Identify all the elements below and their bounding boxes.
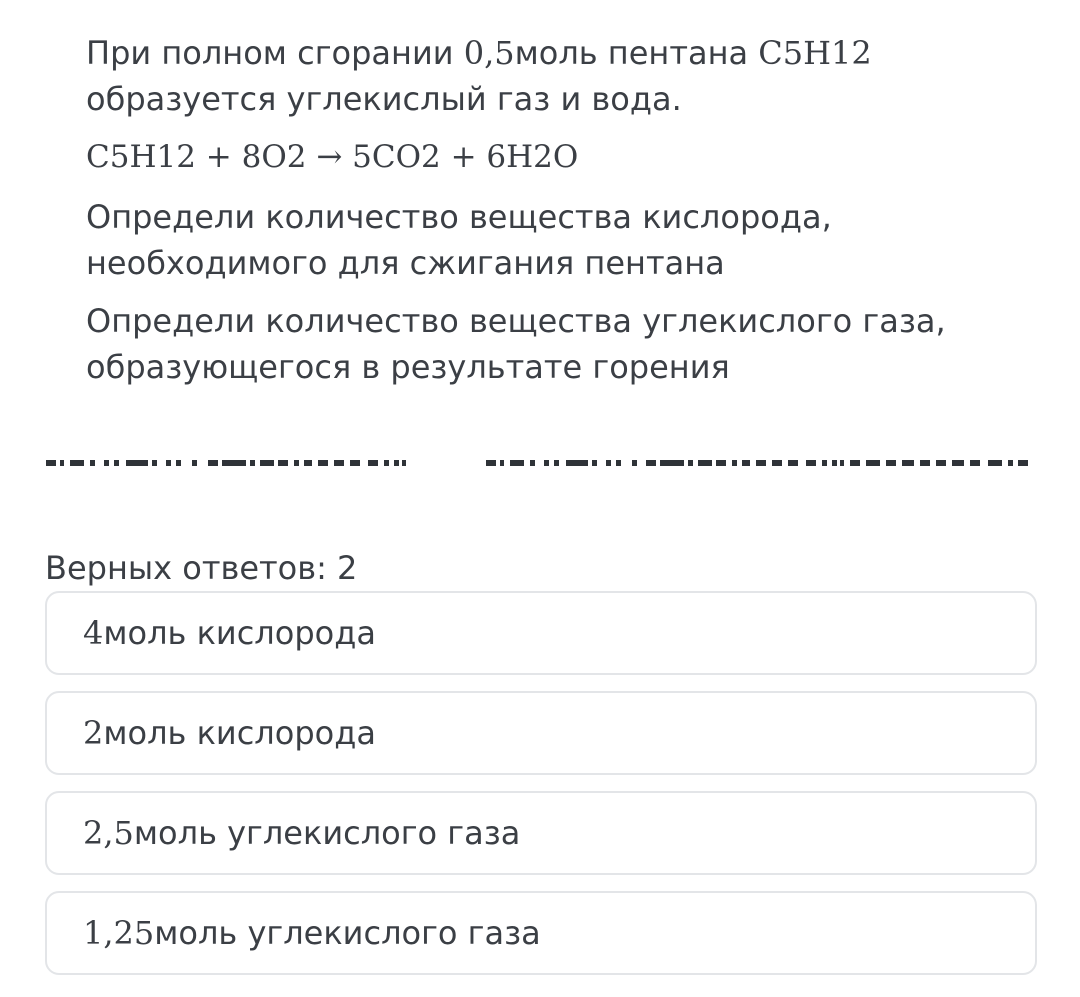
option-amount: 1,25 xyxy=(83,914,155,952)
question-intro-line1 xyxy=(86,30,1036,76)
answer-option-1[interactable] xyxy=(45,591,1037,675)
option-amount: 2 xyxy=(83,714,104,752)
option-amount: 4 xyxy=(83,614,104,652)
intro-pre: При полном сгорании xyxy=(86,34,464,72)
option-amount: 2,5 xyxy=(83,814,134,852)
task-oxygen-line1: Определи количество вещества кислорода, xyxy=(86,198,832,236)
answer-option-3[interactable] xyxy=(45,791,1037,875)
question-intro xyxy=(86,30,1036,122)
option-text: моль углекислого газа xyxy=(154,914,541,952)
option-text: моль углекислого газа xyxy=(133,814,521,852)
task-oxygen-line2: необходимого для сжигания пентана xyxy=(86,244,725,282)
intro-mid: моль пентана xyxy=(514,34,759,72)
dashed-divider xyxy=(46,456,1036,470)
task-co2-line2: образующегося в результате горения xyxy=(86,348,730,386)
question-text xyxy=(86,30,1036,402)
intro-amount: 0,5 xyxy=(463,34,515,72)
task-oxygen xyxy=(86,194,1036,286)
answer-option-4[interactable] xyxy=(45,891,1037,975)
correct-answers-count: Верных ответов: 2 xyxy=(45,549,358,587)
answer-options xyxy=(45,591,1037,991)
task-co2 xyxy=(86,298,1036,390)
reaction-equation: C5H12 + 8O2 → 5CO2 + 6H2O xyxy=(86,139,579,175)
task-co2-line1: Определи количество вещества углекислого газа, xyxy=(86,302,946,340)
intro-formula: C5H12 xyxy=(758,34,872,72)
question-intro-line2: образуется углекислый газ и вода. xyxy=(86,80,682,118)
option-text: моль кислорода xyxy=(103,714,376,752)
option-text: моль кислорода xyxy=(103,614,376,652)
answer-option-2[interactable] xyxy=(45,691,1037,775)
